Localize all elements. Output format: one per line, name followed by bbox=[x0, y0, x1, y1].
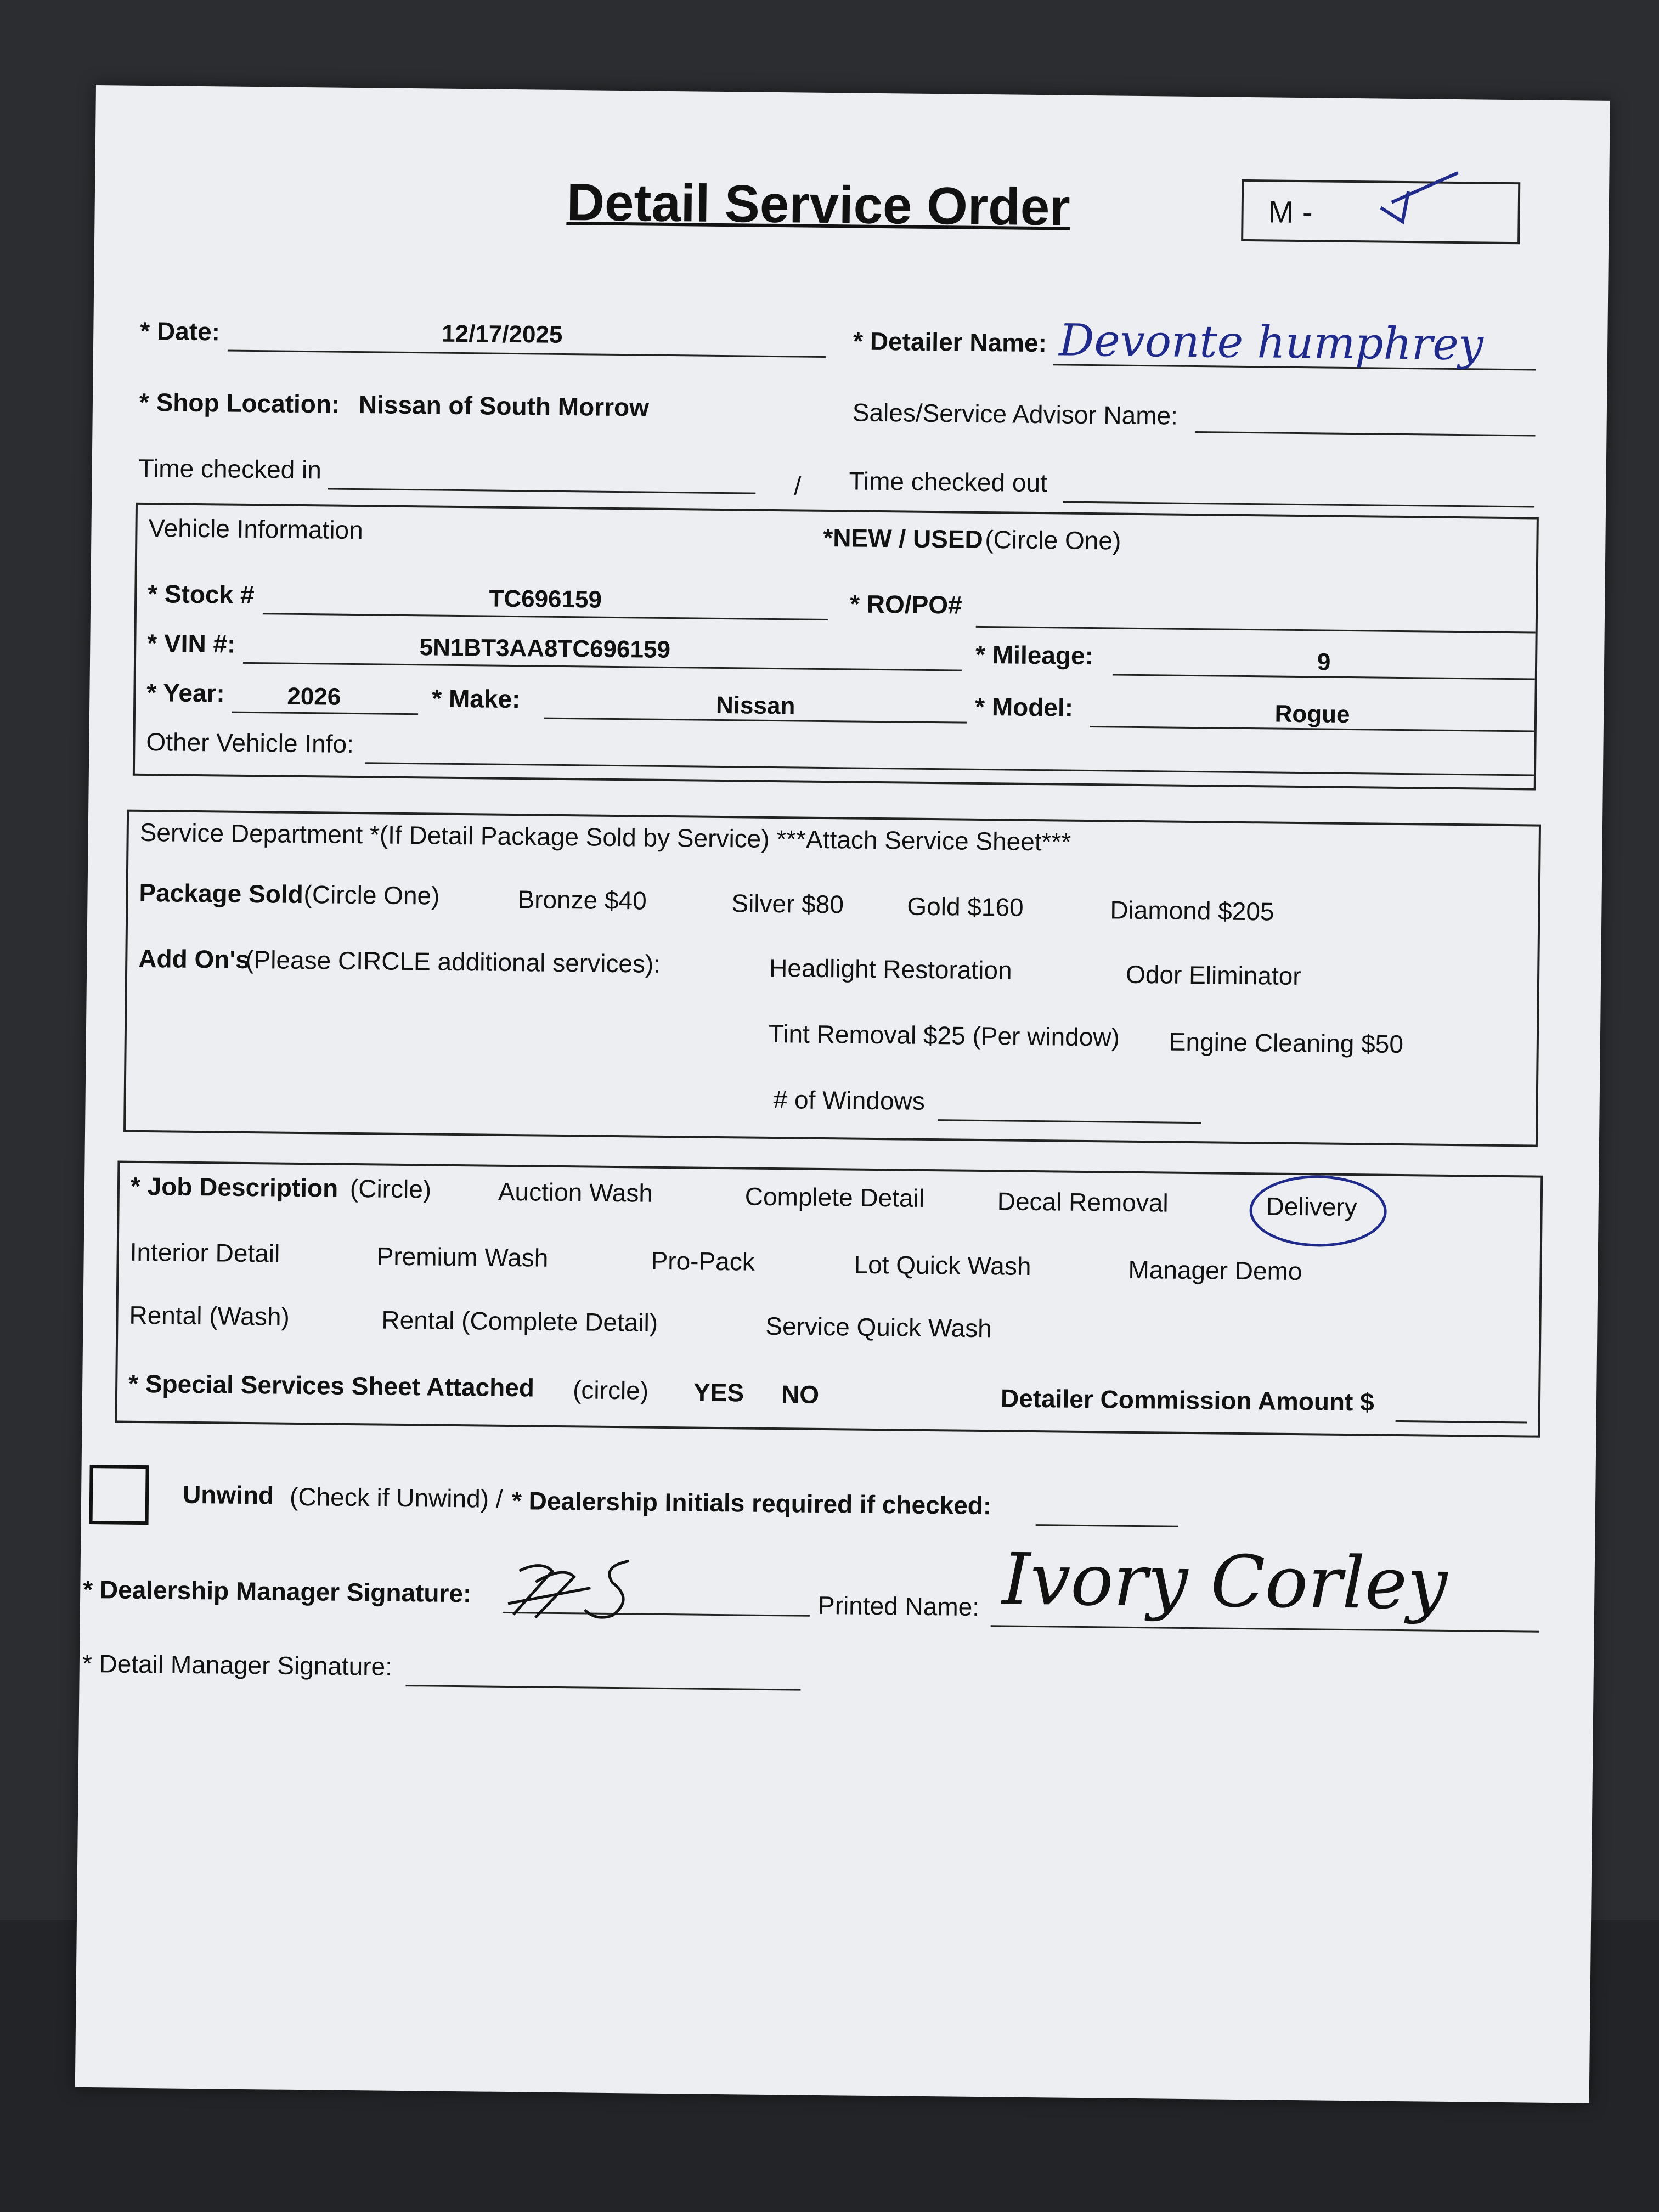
job-manager-demo[interactable]: Manager Demo bbox=[1128, 1255, 1302, 1286]
vin-line bbox=[243, 662, 962, 672]
job-premium-wash[interactable]: Premium Wash bbox=[376, 1242, 549, 1272]
addon-tint[interactable]: Tint Removal $25 (Per window) bbox=[768, 1019, 1120, 1052]
printed-name-value[interactable]: Ivory Corley bbox=[1001, 1537, 1448, 1626]
time-in-line[interactable] bbox=[328, 488, 755, 494]
service-order-sheet bbox=[75, 85, 1610, 2103]
addons-hint: (Please CIRCLE additional services): bbox=[245, 945, 661, 978]
new-used-hint: (Circle One) bbox=[985, 525, 1121, 555]
checkmark-icon bbox=[1369, 169, 1469, 236]
year-label: * Year: bbox=[146, 678, 225, 708]
commission-label: Detailer Commission Amount $ bbox=[1000, 1384, 1375, 1417]
package-diamond[interactable]: Diamond $205 bbox=[1110, 895, 1274, 926]
addon-engine[interactable]: Engine Cleaning $50 bbox=[1169, 1027, 1404, 1059]
job-service-quick-wash[interactable]: Service Quick Wash bbox=[765, 1311, 992, 1343]
time-in-label: Time checked in bbox=[138, 453, 322, 484]
shop-value: Nissan of South Morrow bbox=[358, 390, 650, 422]
model-value[interactable]: Rogue bbox=[1274, 700, 1350, 728]
detailer-value[interactable]: Devonte humphrey bbox=[1058, 314, 1484, 370]
ro-line[interactable] bbox=[976, 626, 1536, 634]
stock-label: * Stock # bbox=[148, 579, 255, 610]
page-title: Detail Service Order bbox=[566, 172, 1071, 237]
initials-label: * Dealership Initials required if checked: bbox=[511, 1486, 992, 1520]
slash: / bbox=[794, 471, 802, 500]
special-yes[interactable]: YES bbox=[693, 1378, 744, 1407]
other-info-label: Other Vehicle Info: bbox=[146, 727, 354, 758]
job-complete-detail[interactable]: Complete Detail bbox=[744, 1182, 925, 1212]
addon-odor[interactable]: Odor Eliminator bbox=[1125, 960, 1301, 991]
printed-name-label: Printed Name: bbox=[817, 1590, 980, 1622]
vehicle-info-box bbox=[133, 503, 1539, 791]
service-department-box bbox=[123, 810, 1541, 1147]
m-number-label: M - bbox=[1268, 194, 1313, 230]
printed-name-line bbox=[991, 1625, 1539, 1632]
detail-manager-label: * Detail Manager Signature: bbox=[82, 1649, 393, 1681]
vehicle-info-header: Vehicle Information bbox=[148, 514, 364, 545]
time-out-label: Time checked out bbox=[849, 466, 1048, 498]
m-number-box bbox=[1241, 179, 1520, 244]
job-label: * Job Description bbox=[130, 1171, 338, 1203]
addon-headlight[interactable]: Headlight Restoration bbox=[769, 953, 1012, 985]
job-auction-wash[interactable]: Auction Wash bbox=[498, 1177, 653, 1207]
job-interior-detail[interactable]: Interior Detail bbox=[129, 1237, 280, 1268]
date-label: * Date: bbox=[140, 316, 221, 346]
manager-signature-label: * Dealership Manager Signature: bbox=[83, 1575, 472, 1608]
advisor-label: Sales/Service Advisor Name: bbox=[852, 398, 1178, 430]
job-hint: (Circle) bbox=[349, 1173, 432, 1204]
make-label: * Make: bbox=[432, 684, 521, 714]
job-decal-removal[interactable]: Decal Removal bbox=[997, 1187, 1169, 1217]
new-used-label: *NEW / USED bbox=[823, 523, 984, 554]
job-pro-pack[interactable]: Pro-Pack bbox=[651, 1246, 755, 1276]
job-rental-complete[interactable]: Rental (Complete Detail) bbox=[381, 1305, 658, 1337]
windows-line[interactable] bbox=[938, 1119, 1201, 1124]
job-description-box bbox=[115, 1161, 1543, 1438]
job-delivery[interactable]: Delivery bbox=[1266, 1192, 1358, 1222]
service-header: Service Department *(If Detail Package Sold by Service) ***Attach Service Sheet*** bbox=[139, 817, 1071, 856]
detailer-label: * Detailer Name: bbox=[853, 326, 1047, 358]
package-bronze[interactable]: Bronze $40 bbox=[517, 885, 647, 915]
job-rental-wash[interactable]: Rental (Wash) bbox=[129, 1300, 290, 1331]
initials-line[interactable] bbox=[1036, 1524, 1178, 1527]
package-hint: (Circle One) bbox=[303, 880, 440, 910]
detail-manager-line[interactable] bbox=[405, 1685, 800, 1691]
vin-value[interactable]: 5N1BT3AA8TC696159 bbox=[419, 634, 671, 664]
year-value[interactable]: 2026 bbox=[287, 682, 341, 710]
package-gold[interactable]: Gold $160 bbox=[907, 891, 1024, 922]
shop-label: * Shop Location: bbox=[139, 387, 340, 419]
special-services-label: * Special Services Sheet Attached bbox=[128, 1369, 535, 1402]
ro-label: * RO/PO# bbox=[849, 589, 962, 619]
special-no[interactable]: NO bbox=[781, 1380, 820, 1409]
other-info-line[interactable] bbox=[365, 762, 1534, 776]
vin-label: * VIN #: bbox=[147, 629, 236, 658]
model-label: * Model: bbox=[974, 692, 1074, 722]
package-label: Package Sold bbox=[139, 878, 303, 909]
job-lot-quick-wash[interactable]: Lot Quick Wash bbox=[854, 1250, 1031, 1280]
make-value[interactable]: Nissan bbox=[715, 691, 795, 720]
advisor-line[interactable] bbox=[1195, 431, 1535, 436]
manager-signature-icon bbox=[503, 1549, 668, 1627]
time-out-line[interactable] bbox=[1063, 501, 1534, 507]
commission-line[interactable] bbox=[1396, 1420, 1527, 1424]
date-line bbox=[228, 350, 826, 358]
delivery-circle-mark bbox=[1249, 1175, 1387, 1248]
year-line bbox=[232, 712, 418, 715]
unwind-label: Unwind bbox=[182, 1480, 274, 1510]
unwind-hint: (Check if Unwind) / bbox=[289, 1482, 503, 1513]
date-value[interactable]: 12/17/2025 bbox=[441, 320, 563, 348]
addons-label: Add On's bbox=[138, 944, 250, 974]
mileage-label: * Mileage: bbox=[975, 640, 1094, 670]
windows-label: # of Windows bbox=[773, 1085, 926, 1115]
mileage-value[interactable]: 9 bbox=[1317, 648, 1331, 676]
stock-value[interactable]: TC696159 bbox=[489, 585, 602, 613]
special-services-hint: (circle) bbox=[572, 1375, 649, 1405]
unwind-checkbox[interactable] bbox=[89, 1465, 149, 1525]
package-silver[interactable]: Silver $80 bbox=[731, 889, 844, 919]
